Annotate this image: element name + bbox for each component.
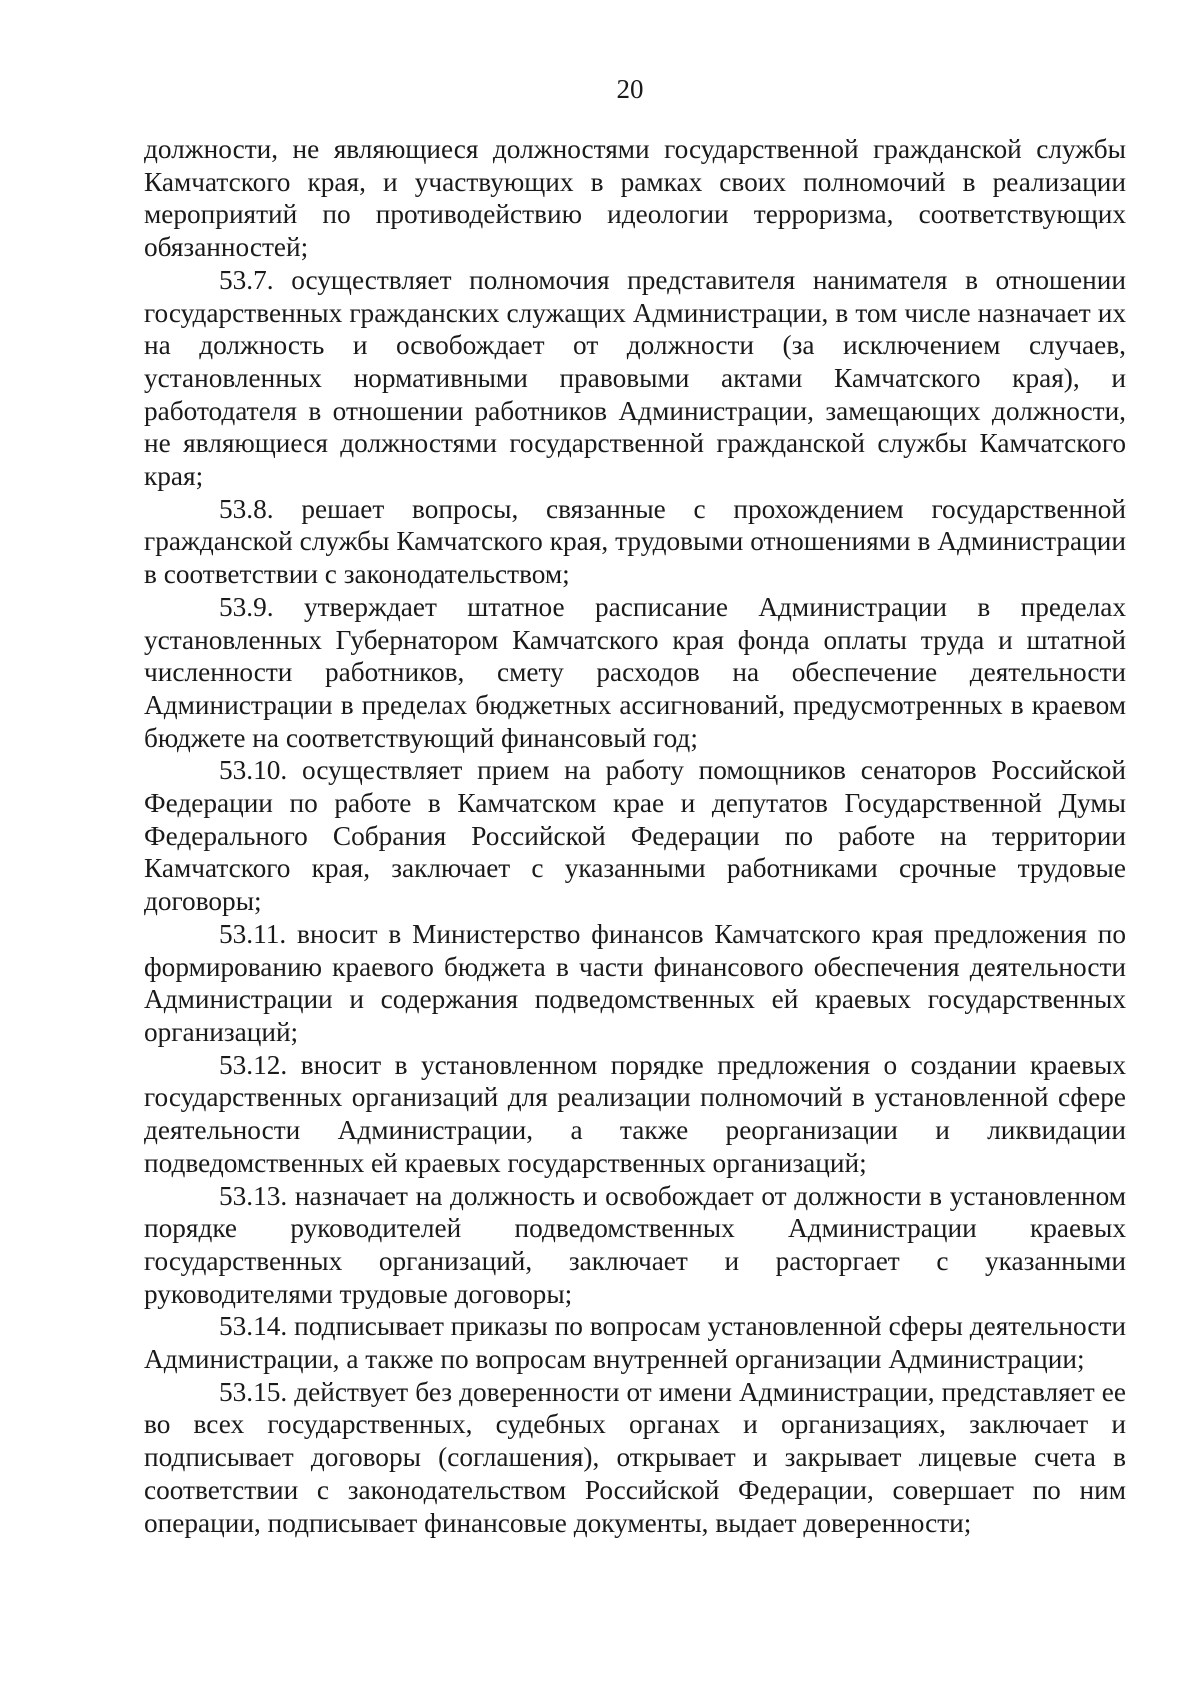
paragraph-53-8: 53.8. решает вопросы, связанные с прохождением государственной гражданской службы Камчатского края, трудовыми отношениями в Администрации в соответствии с законодательством;: [144, 493, 1126, 590]
document-body: [144, 133, 1126, 1539]
paragraph-53-13: 53.13. назначает на должность и освобождает от должности в установленном порядке руководителей подведомственных Администрации краевых государственных организаций, заключает и расторгает с указанными руководителями трудовые договоры;: [144, 1180, 1126, 1309]
paragraph-53-11: 53.11. вносит в Министерство финансов Камчатского края предложения по формированию краевого бюджета в части финансового обеспечения деятельности Администрации и содержания подведомственных ей краевых государственных организаций;: [144, 918, 1126, 1047]
paragraph-53-9: 53.9. утверждает штатное расписание Администрации в пределах установленных Губернатором Камчатского края фонда оплаты труда и штатной численности работников, смету расходов на обеспечение деятельности Администрации в пределах бюджетных ассигнований, предусмотренных в краевом бюджете на соответствующий финансовый год;: [144, 591, 1126, 753]
paragraph-53-15: 53.15. действует без доверенности от имени Администрации, представляет ее во всех государственных, судебных органах и организациях, заключает и подписывает договоры (соглашения), открывает и закрывает лицевые счета в соответствии с законодательством Российской Федерации, совершает по ним операции, подписывает финансовые документы, выдает доверенности;: [144, 1376, 1126, 1538]
page-number: 20: [616, 74, 644, 104]
paragraph-53-7: 53.7. осуществляет полномочия представителя нанимателя в отношении государственных гражданских служащих Администрации, в том числе назначает их на должность и освобождает от должности (за исключением случаев, установленных нормативными правовыми актами Камчатского края), и работодателя в отношении работников Администрации, замещающих должности, не являющиеся должностями государственной гражданской службы Камчатского края;: [144, 264, 1126, 492]
paragraph-53-10: 53.10. осуществляет прием на работу помощников сенаторов Российской Федерации по работе в Камчатском крае и депутатов Государственной Думы Федерального Собрания Российской Федерации по работе на территории Камчатского края, заключает с указанными работниками срочные трудовые договоры;: [144, 755, 1126, 917]
paragraph-53-12: 53.12. вносит в установленном порядке предложения о создании краевых государственных организаций для реализации полномочий в установленной сфере деятельности Администрации, а также реорганизации и ликвидации подведомственных ей краевых государственных организаций;: [144, 1049, 1126, 1178]
paragraph-continuation: должности, не являющиеся должностями государственной гражданской службы Камчатского края, и участвующих в рамках своих полномочий в реализации мероприятий по противодействию идеологии терроризма, соответствующих обязанностей;: [144, 134, 1126, 263]
paragraph-53-14: 53.14. подписывает приказы по вопросам установленной сферы деятельности Администрации, а также по вопросам внутренней организации Администрации;: [144, 1311, 1126, 1375]
